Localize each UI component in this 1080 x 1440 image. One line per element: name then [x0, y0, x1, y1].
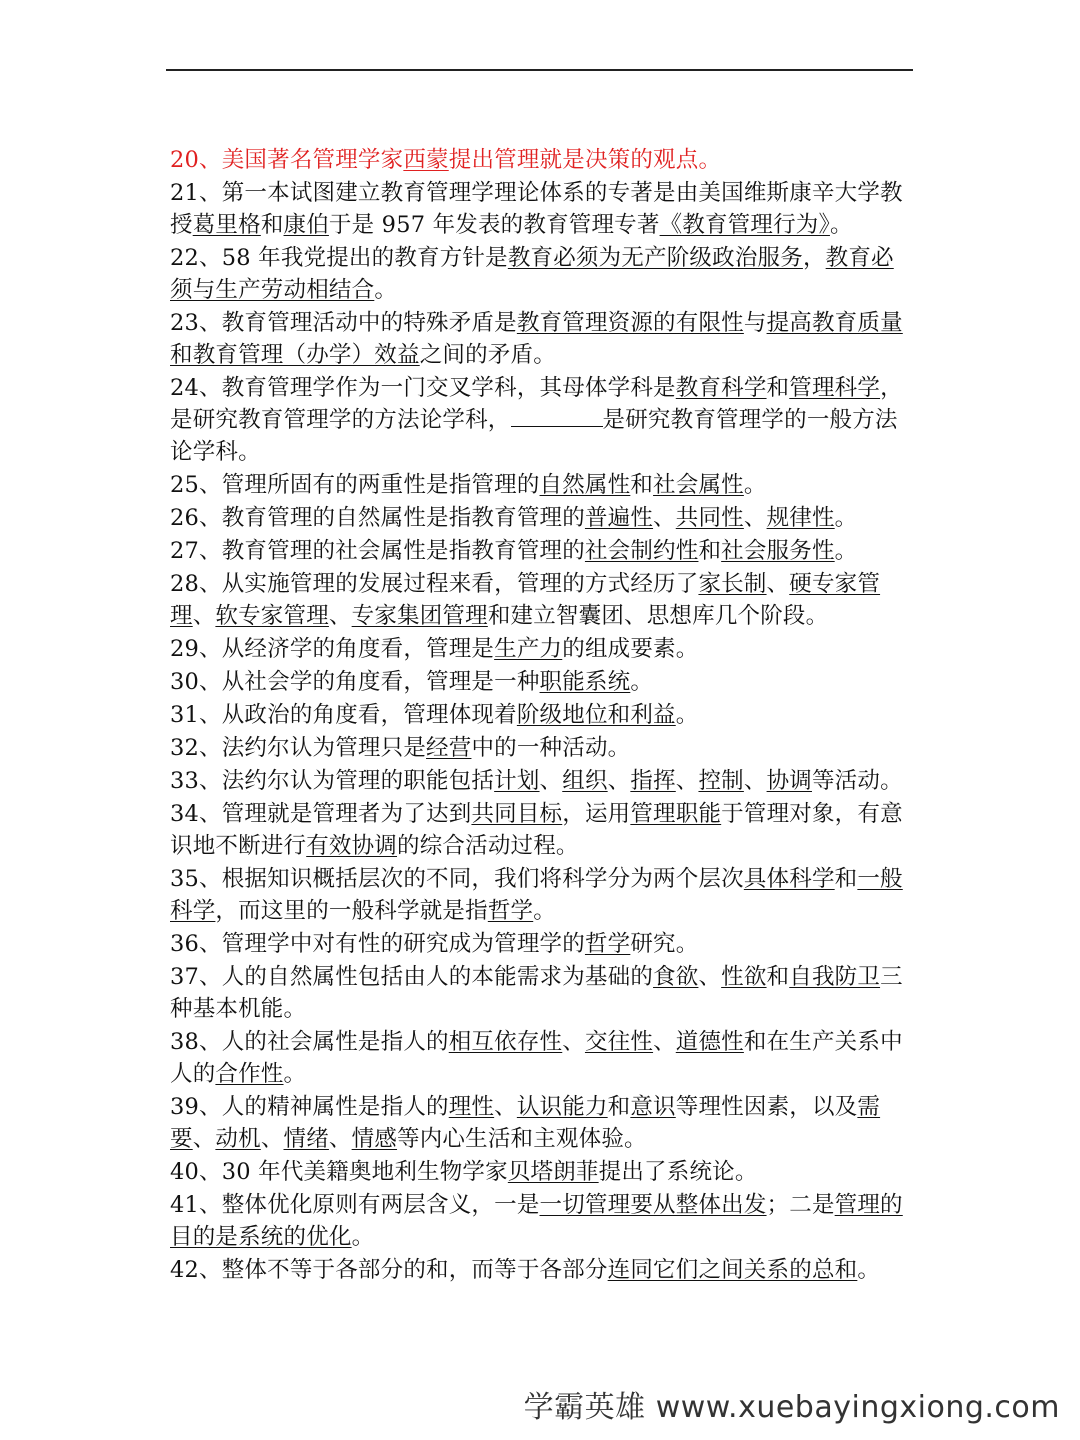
list-item-32: [170, 732, 915, 764]
answer-text: 具体科学: [743, 866, 835, 892]
question-text: 35、根据知识概括层次的不同，我们将科学分为两个层次: [170, 866, 744, 892]
question-text: 、: [328, 1126, 352, 1152]
list-item-33: [170, 765, 915, 797]
answer-text: 食欲: [653, 964, 699, 990]
answer-text: 一切管理要从整体出发: [539, 1192, 767, 1218]
answer-text: 共同性: [675, 505, 744, 531]
answer-text: 普遍性: [584, 505, 654, 531]
question-text: 和: [607, 1094, 631, 1120]
question-text: 、: [743, 768, 767, 794]
answer-text: 教育必须与生产劳动相结合: [170, 245, 894, 303]
question-text: 22、58 年我党提出的教育方针是: [170, 245, 508, 271]
question-text: 。: [283, 1061, 307, 1087]
question-text: 。: [351, 1224, 375, 1250]
question-text: 和在生产关系中人的: [170, 1029, 903, 1087]
question-text: 与: [743, 310, 767, 336]
question-text: 和: [260, 212, 284, 238]
answer-text: 教育必须为无产阶级政治服务: [507, 245, 803, 271]
answer-text: 交往性: [584, 1029, 654, 1055]
question-text: 和: [766, 964, 790, 990]
question-text: 。: [533, 898, 556, 924]
question-text: 34、管理就是管理者为了达到: [170, 801, 472, 827]
list-item-26: [170, 502, 915, 534]
answer-text: 社会制约性: [584, 538, 699, 564]
list-item-23: [170, 307, 915, 371]
answer-text: 需要: [170, 1094, 881, 1152]
fill-blank: [511, 406, 603, 427]
question-text: 30、从社会学的角度看，管理是一种: [170, 669, 540, 695]
list-item-42: [170, 1254, 915, 1286]
question-text: 26、教育管理的自然属性是指教育管理的: [170, 505, 585, 531]
question-text: 41、整体优化原则有两层含义，一是: [170, 1192, 540, 1218]
list-item-24: [170, 372, 915, 468]
question-text: 32、法约尔认为管理只是: [170, 735, 427, 761]
question-text: 和建立智囊团、思想库几个阶段。: [487, 603, 829, 629]
list-item-30: [170, 666, 915, 698]
list-item-27: [170, 535, 915, 567]
question-text: 、: [698, 964, 722, 990]
header-rule: [166, 69, 913, 71]
question-text: 提出了系统论。: [598, 1159, 758, 1185]
question-text: ；二是: [766, 1192, 835, 1218]
question-text: 等活动。: [811, 768, 903, 794]
answer-text: 经营: [426, 735, 472, 761]
question-text: 的综合活动过程。: [397, 833, 579, 859]
answer-text: 合作性: [215, 1061, 284, 1087]
answer-text: 社会属性: [653, 472, 744, 498]
answer-text: 康伯: [283, 212, 329, 238]
question-text: 。: [834, 505, 858, 531]
question-text: 于管理对象，有意识地不断进行: [170, 801, 903, 859]
answer-text: 一般科学: [170, 866, 903, 924]
question-text: 和: [766, 375, 790, 401]
question-text: 。: [374, 277, 398, 303]
question-text: 40、30 年代美籍奥地利生物学家: [170, 1159, 508, 1185]
question-text: 的组成要素。: [562, 636, 699, 662]
question-text: 。: [834, 538, 858, 564]
question-text: 20、美国著名管理学家: [170, 147, 404, 173]
answer-text: 管理的目的是系统的优化: [170, 1192, 903, 1250]
answer-text: 阶级地位和利益: [516, 702, 676, 728]
question-text: 。: [743, 472, 767, 498]
question-text: 、: [766, 571, 790, 597]
question-text: 33、法约尔认为管理的职能包括: [170, 768, 495, 794]
question-text: ，: [802, 245, 826, 271]
list-item-39: [170, 1091, 915, 1155]
question-text: 21、第一本试图建立教育管理学理论体系的专著是由美国维斯康辛大学教授: [170, 180, 903, 238]
question-text: 24、教育管理学作为一门交叉学科，其母体学科是: [170, 375, 676, 401]
answer-text: 计划: [494, 768, 540, 794]
list-item-34: [170, 798, 915, 862]
answer-text: 共同目标: [471, 801, 563, 827]
question-text: 、: [328, 603, 352, 629]
question-text: 于是 957 年发表的教育管理专著: [328, 212, 660, 238]
question-text: ，是研究教育管理学的方法论学科，: [170, 375, 903, 433]
answer-text: 教育科学: [675, 375, 767, 401]
question-text: 31、从政治的角度看，管理体现着: [170, 702, 517, 728]
answer-text: 社会服务性: [721, 538, 835, 564]
question-text: 、: [607, 768, 631, 794]
list-item-20: [170, 144, 915, 176]
question-text: 提出管理就是决策的观点。: [448, 147, 722, 173]
answer-text: 动机: [215, 1126, 261, 1152]
answer-text: 葛里格: [192, 212, 261, 238]
answer-text: 指挥: [630, 768, 676, 794]
question-text: 和: [630, 472, 654, 498]
answer-text: 自我防卫: [789, 964, 881, 990]
list-item-37: [170, 961, 915, 1025]
question-text: 23、教育管理活动中的特殊矛盾是: [170, 310, 517, 336]
question-text: 。: [857, 1257, 881, 1283]
question-text: 、: [743, 505, 767, 531]
answer-text: 认识能力: [516, 1094, 608, 1120]
question-text: 、: [675, 768, 699, 794]
question-text: 42、整体不等于各部分的和，而等于各部分: [170, 1257, 608, 1283]
question-text: ，运用: [562, 801, 631, 827]
answer-text: 管理职能: [630, 801, 722, 827]
list-item-21: [170, 177, 915, 241]
question-text: 29、从经济学的角度看，管理是: [170, 636, 495, 662]
list-item-36: [170, 928, 915, 960]
answer-text: 组织: [562, 768, 608, 794]
answer-text: 哲学: [487, 898, 534, 924]
question-text: 。: [675, 702, 699, 728]
question-text: 、: [494, 1094, 517, 1120]
answer-text: 硬专家管理: [170, 571, 881, 629]
list-item-31: [170, 699, 915, 731]
question-text: 、: [653, 1029, 676, 1055]
answer-text: 道德性: [675, 1029, 744, 1055]
question-text: 36、管理学中对有性的研究成为管理学的: [170, 931, 585, 957]
question-text: 和: [834, 866, 858, 892]
answer-text: 连同它们之间关系的总和: [607, 1257, 858, 1283]
answer-text: 贝塔朗菲: [507, 1159, 599, 1185]
answer-text: 相互依存性: [448, 1029, 563, 1055]
answer-text: 职能系统: [539, 669, 631, 695]
list-item-29: [170, 633, 915, 665]
question-text: 39、人的精神属性是指人的: [170, 1094, 449, 1120]
answer-text: 提高教育质量和教育管理（办学）效益: [170, 310, 903, 368]
question-text: 三种基本机能。: [170, 964, 903, 1022]
question-text: 是研究教育管理学的一般方法论学科。: [170, 407, 898, 465]
answer-text: 控制: [698, 768, 744, 794]
question-text: 、: [192, 1126, 216, 1152]
question-text: 27、教育管理的社会属性是指教育管理的: [170, 538, 585, 564]
answer-text: 情感: [351, 1126, 398, 1152]
list-item-41: [170, 1189, 915, 1253]
question-text: 研究。: [630, 931, 699, 957]
answer-text: 自然属性: [539, 472, 631, 498]
question-text: 、: [653, 505, 676, 531]
list-item-35: [170, 863, 915, 927]
question-text: 25、管理所固有的两重性是指管理的: [170, 472, 540, 498]
question-text: ，而这里的一般科学就是指: [215, 898, 488, 924]
question-text: 中的一种活动。: [471, 735, 631, 761]
question-text: 、: [260, 1126, 284, 1152]
site-watermark: 学霸英雄 www.xuebayingxiong.com: [523, 1390, 1060, 1425]
question-text: 、: [562, 1029, 585, 1055]
question-text: 38、人的社会属性是指人的: [170, 1029, 449, 1055]
list-item-22: [170, 242, 915, 306]
question-text: 。: [829, 212, 853, 238]
question-text: 、: [192, 603, 216, 629]
answer-text: 管理科学: [789, 375, 881, 401]
list-item-40: [170, 1156, 915, 1188]
answer-text: 性欲: [721, 964, 767, 990]
question-text: 等内心生活和主观体验。: [397, 1126, 647, 1152]
answer-text: 专家集团管理: [351, 603, 488, 629]
answer-text: 教育管理资源的有限性: [516, 310, 744, 336]
answer-text: 理性: [448, 1094, 495, 1120]
list-item-28: [170, 568, 915, 632]
question-text: 等理性因素，以及: [675, 1094, 858, 1120]
question-text: 之间的矛盾。: [419, 342, 556, 368]
question-text: 、: [539, 768, 563, 794]
question-list: [170, 144, 915, 1287]
question-text: 28、从实施管理的发展过程来看，管理的方式经历了: [170, 571, 699, 597]
answer-text: 哲学: [584, 931, 631, 957]
question-text: 。: [630, 669, 654, 695]
answer-text: 生产力: [494, 636, 563, 662]
answer-text: 意识: [630, 1094, 676, 1120]
answer-text: 规律性: [766, 505, 835, 531]
answer-text: 软专家管理: [215, 603, 329, 629]
answer-text: 有效协调: [306, 833, 398, 859]
answer-text: 协调: [766, 768, 812, 794]
answer-text: 家长制: [698, 571, 767, 597]
question-text: 和: [698, 538, 722, 564]
answer-text: 情绪: [283, 1126, 329, 1152]
question-text: 37、人的自然属性包括由人的本能需求为基础的: [170, 964, 654, 990]
list-item-38: [170, 1026, 915, 1090]
answer-text: 《教育管理行为》: [659, 212, 830, 238]
list-item-25: [170, 469, 915, 501]
answer-text: 西蒙: [403, 147, 449, 173]
